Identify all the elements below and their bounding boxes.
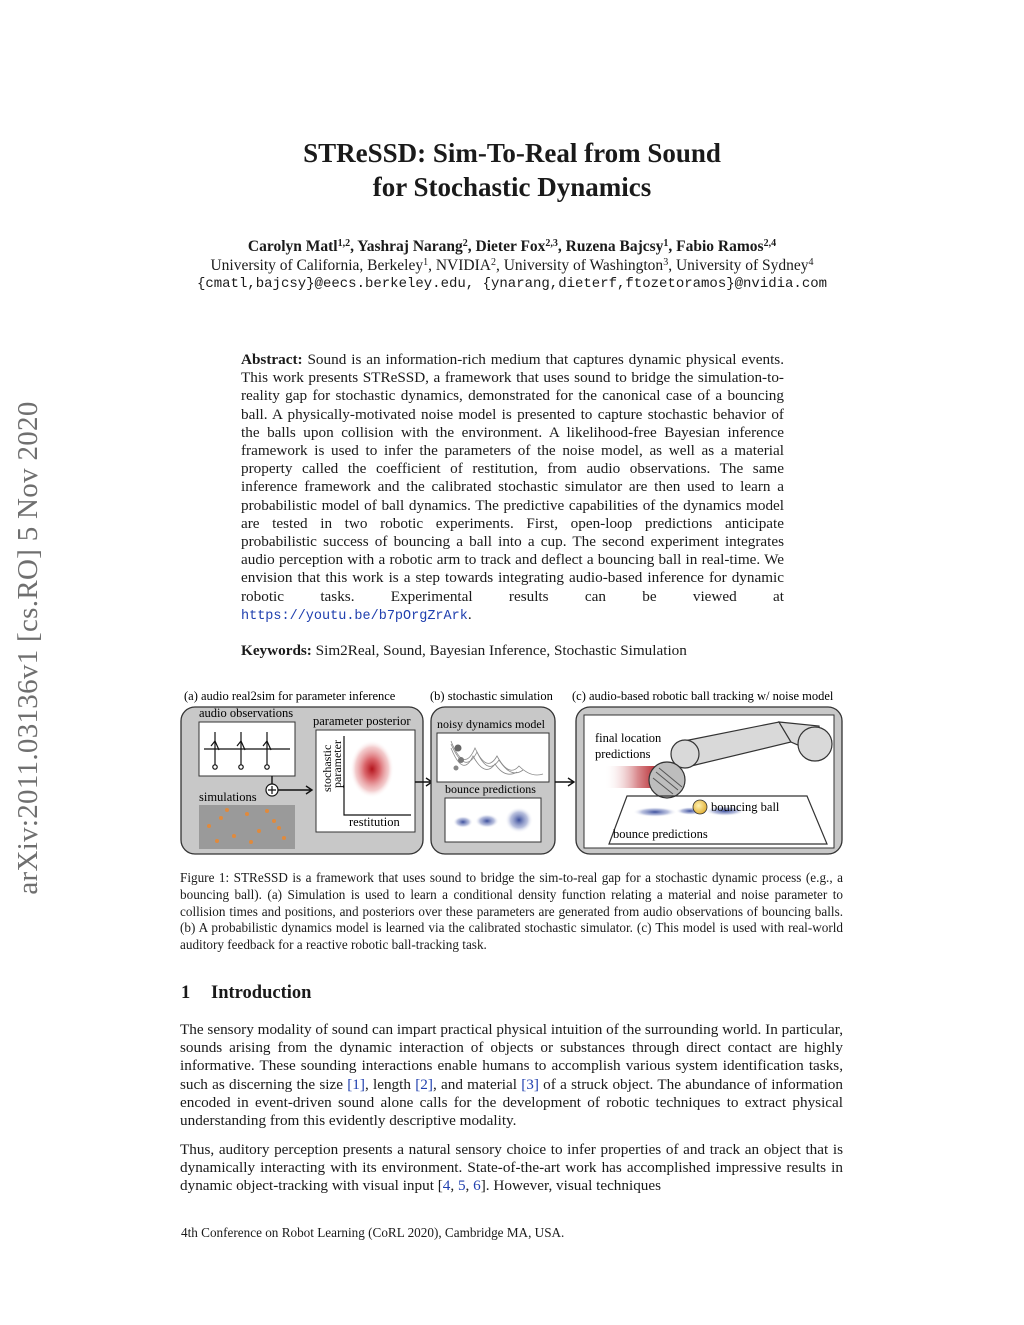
ball-sample (454, 766, 459, 771)
author-block (0, 237, 1024, 294)
paragraph-text: , and material (432, 1075, 522, 1093)
citation-link[interactable]: [3] (521, 1075, 539, 1093)
author-sup: 2 (462, 238, 468, 249)
title-line-2: for Stochastic Dynamics (372, 172, 652, 202)
panel-a-title: (a) audio real2sim for parameter inference (184, 689, 396, 703)
author-name: Dieter Fox (475, 238, 546, 255)
figure-1 (179, 686, 847, 858)
keywords-label: Keywords: (241, 642, 312, 659)
author-sup: 2,3 (545, 238, 558, 249)
conference-footer: 4th Conference on Robot Learning (CoRL 2020), Cambridge MA, USA. (181, 1225, 565, 1240)
affiliation: , University of Sydney (668, 257, 809, 274)
affiliations (0, 256, 1024, 275)
video-link[interactable]: https://youtu.be/b7pOrgZrArk (241, 608, 468, 624)
author-sup: 1 (663, 238, 669, 249)
author-names (0, 237, 1024, 256)
arrow-b-to-c (555, 778, 574, 786)
section-number: 1 (181, 983, 191, 1003)
ball-sample (455, 745, 462, 752)
bounce-blob (453, 816, 473, 828)
posterior-density (350, 740, 394, 798)
affiliation: University of California, Berkeley (210, 257, 424, 274)
paper-title (0, 136, 1024, 204)
intro-paragraph-1 (180, 1021, 843, 1130)
paragraph-text: , (450, 1177, 458, 1195)
bounce-blob (505, 807, 533, 833)
author-name: Yashraj Narang (357, 238, 463, 255)
author-name: Carolyn Matl (247, 238, 338, 255)
section-title: Introduction (211, 983, 312, 1003)
parameter-posterior-label: parameter posterior (313, 714, 411, 728)
simulations-label: simulations (199, 790, 257, 804)
bouncing-ball-label: bouncing ball (711, 800, 780, 814)
final-location-label-2: predictions (595, 747, 651, 761)
final-location-label-1: final location (595, 731, 662, 745)
arxiv-identifier: arXiv:2011.03136v1 [cs.RO] 5 Nov 2020 (12, 401, 44, 895)
author-sep: , (350, 238, 358, 255)
abstract (241, 351, 784, 626)
stochastic-axis-label: stochastic (320, 744, 334, 792)
author-sup: 2,4 (763, 238, 777, 249)
ball-sample (458, 757, 464, 763)
panel-c-title: (c) audio-based robotic ball tracking w/ noise model (572, 689, 834, 703)
author-name: Ruzena Bajcsy (565, 238, 664, 255)
paragraph-text: Thus, auditory perception presents a natural sensory choice to infer properties of and track an object that is dynamically interacting with its environment. State-of-the-art work has accomplished impressive results in dynamic object-tracking with visual input [ (180, 1141, 843, 1195)
abstract-end: . (467, 605, 472, 623)
title-line-1: STReSSD: Sim-To-Real from Sound (303, 138, 721, 168)
figure-caption: Figure 1: STReSSD is a framework that uses sound to bridge the sim-to-real gap for a stochastic dynamic process (e.g., a bouncing ball). (a) Simulation is used to learn a conditional density function relating a material and noise parameter to collision times and positions, and posteriors over these parameters are generated from audio observations of bouncing balls. (b) A probabilistic dynamics model is learned via the calibrated stochastic simulator. (c) This model is used with real-world auditory feedback for a reactive robotic ball-tracking task. (180, 870, 843, 953)
abstract-text: Sound is an information-rich medium that captures dynamic physical events. This work presents STReSSD, a framework that uses sound to bridge the simulation-to-reality gap for stochastic dynamics, demonstrated for the canonical case of a bouncing ball. A physically-motivated noise model is presented to capture stochastic behavior of the balls upon collision with the environment. A likelihood-free Bayesian inference framework is used to infer the parameters of the noise model, as well as a material property called the coefficient of restitution, from audio observations. The same inference framework and the calibrated stochastic simulator are then used to learn a probabilistic model of ball dynamics. The predictive capabilities of the dynamics model are tested in two robotic experiments. First, open-loop predictions anticipate probabilistic success of bouncing a ball into a cup. The second experiment integrates audio perception with a robotic arm to track and deflect a bouncing ball in real-time. We envision that this work is a step towards integrating audio-based inference for dynamic robotic tasks. Experimental results can be viewed at (241, 351, 784, 605)
affiliation-sup: 1 (423, 257, 429, 268)
keywords-text: Sim2Real, Sound, Bayesian Inference, Stochastic Simulation (311, 642, 687, 659)
citation-link[interactable]: 6 (473, 1177, 481, 1195)
affiliation-sup: 3 (663, 257, 669, 268)
citation-link[interactable]: [2] (415, 1075, 433, 1093)
author-sep: , (557, 238, 566, 255)
audio-observations-label: audio observations (199, 706, 294, 720)
citation-link[interactable]: 4 (442, 1177, 451, 1195)
intro-paragraph-2 (180, 1141, 843, 1196)
affiliation: , NVIDIA (428, 257, 491, 274)
citation-link[interactable]: [1] (347, 1075, 365, 1093)
affiliation: , University of Washington (495, 257, 664, 274)
citation-link[interactable]: 5 (457, 1177, 466, 1195)
author-sup: 1,2 (337, 238, 351, 249)
noisy-dynamics-label: noisy dynamics model (437, 717, 545, 731)
paragraph-text: ]. However, visual techniques (480, 1177, 662, 1195)
paragraph-text: , (465, 1177, 474, 1195)
parameter-axis-label: parameter (330, 740, 344, 788)
author-emails: {cmatl,bajcsy}@eecs.berkeley.edu, {ynarang,dieterf,ftozetoramos}@nvidia.com (196, 276, 828, 292)
author-name: Fabio Ramos (676, 238, 764, 255)
paragraph-text: of a struck object. The abundance of information encoded in event-driven sound alone calls for the development of robotic techniques to extract physical understanding from this evidently descriptive modality. (180, 1075, 843, 1130)
paragraph-text: The sensory modality of sound can impart practical physical intuition of the surrounding world. In particular, sounds arising from the dynamic interaction of objects or substances through direct contact are highly informative. These sounding interactions enable humans to accomplish various system identification tasks, such as discerning the size (180, 1021, 843, 1093)
bounce-blob (475, 814, 499, 828)
restitution-axis-label: restitution (349, 815, 400, 829)
section-heading (181, 983, 311, 1004)
bouncing-ball (693, 800, 707, 814)
abstract-label: Abstract: (241, 351, 303, 368)
bounce-predictions-c-label: bounce predictions (613, 827, 708, 841)
keywords (241, 642, 784, 660)
author-sep: , (668, 238, 677, 255)
affiliation-sup: 4 (808, 257, 814, 268)
panel-b-title: (b) stochastic simulation (430, 689, 553, 703)
author-sep: , (467, 238, 476, 255)
bounce-predictions-b-label: bounce predictions (445, 782, 536, 796)
paragraph-text: , length (364, 1075, 416, 1093)
affiliation-sup: 2 (490, 257, 496, 268)
bounce-blob (633, 807, 677, 817)
